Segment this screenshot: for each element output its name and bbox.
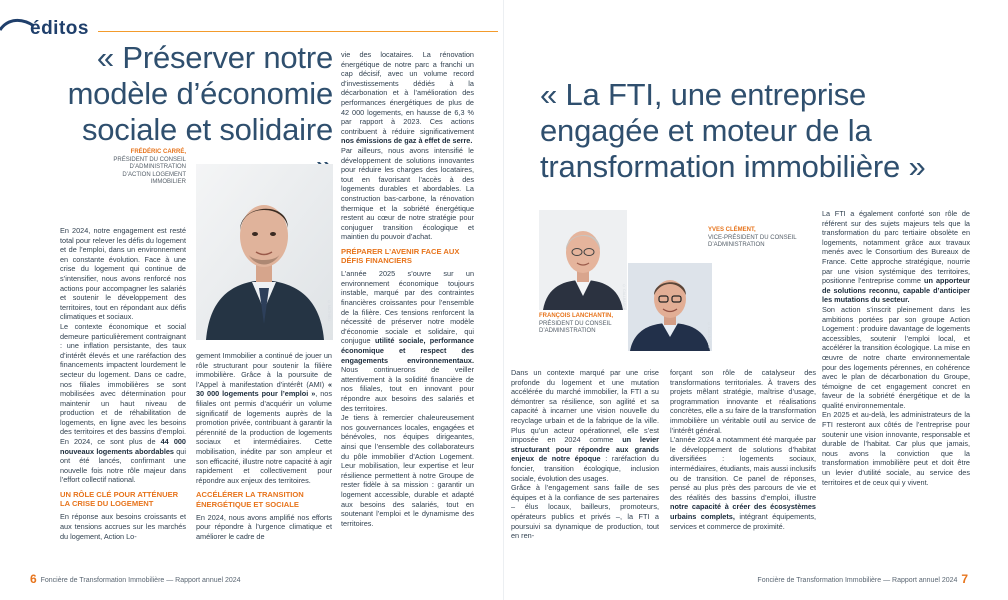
page-number: 6 (30, 572, 37, 586)
paragraph: Grâce à l’engagement sans faille de ses équipes et à la confiance de ses partenaires – élus locaux, bailleurs, promoteurs, opérateurs publics et privés –, la FTI a poursuivi sa dynamique de production, tout en ren- (511, 483, 659, 541)
folio-right (757, 572, 968, 586)
page-number: 7 (961, 572, 968, 586)
photo-credit: © CALLBASCH (622, 284, 626, 311)
byline-frederic (100, 149, 186, 187)
title-rule (98, 31, 498, 32)
right-page (504, 0, 1008, 600)
left-column-3 (341, 50, 474, 528)
paragraph: La FTI a également conforté son rôle de référent sur des sujets majeurs tels que la transformation du parc tertiaire obsolète en logements, notamment grâce aux travaux menés avec le Consortium des Bureaux de France. Cette approche stratégique, nourrie par une vision systémique des territoires, positionne l’entreprise comme un apporteur de solutions reconnu, capable d’anticiper les mutations du secteur. (822, 209, 971, 305)
paragraph: Son action s’inscrit pleinement dans les ambitions portées par son groupe Action Logement : produire davantage de logements accessibles, soutenir l’emploi local, et accélérer la transition écologique. La mise en œuvre de notre charte environnementale pour des logements pérennes, en cohérence avec le plan de décarbonation du Groupe, témoigne de cet engagement concret en faveur de la sobriété énergétique et de la qualité environnementale. (822, 304, 970, 410)
left-column-1 (60, 226, 186, 541)
paragraph: Par ailleurs, nous avons intensifié le développement de solutions innovantes pour réduire les charges des locataires, tout en favorisant l’accès à des logements durables et abordables. La construction bas-carbone, la rénovation thermique et la sobriété énergétique restent au cœur de notre stratégie pour conjuguer transition écologique et maintien du pouvoir d’achat. (341, 145, 474, 242)
paragraph: L’année 2024 a notamment été marquée par le développement de solutions d’habitat diversifiées : logements sociaux, intermédiaires, étudiants, mais aussi inclusifs ou de transition. Ce panel de réponses, pensé au plus près des parcours de vie et des réalités des bassins d’emploi, illustre notre capacité à créer des écosystèmes urbains complets, intégrant équipements, services et commerce de proximité. (670, 435, 817, 531)
right-column-2 (670, 368, 816, 531)
paragraph: Le contexte économique et social demeure particulièrement contraignant : une inflation persistante, des taux d’intérêt élevés et une raréfaction des financements impactent lourdement le secteur du logement. Dans ce cadre, nos filiales immobilières se sont mobilisées avec détermination pour maintenir un haut niveau de production et de réhabilitation de logements, en ligne avec les besoins des territoires et des bassins d’emploi. En 2024, ce sont plus de 44 000 nouveaux logements abordables qui ont été lancés, confirmant une nouvelle fois notre rôle majeur dans l’effort collectif national. (60, 321, 186, 485)
subheading: ACCÉLÉRER LA TRANSITION ÉNERGÉTIQUE ET SOCIALE (196, 490, 304, 509)
byline-name: YVES CLÉMENT, (708, 227, 756, 233)
portrait-frederic-carre (196, 164, 333, 340)
photo-credit: © MATHIEU (327, 300, 331, 321)
right-quote: « La FTI, une entreprise engagée et moteur de la transformation immobilière » (540, 77, 926, 184)
subheading: UN RÔLE CLÉ POUR ATTÉNUER LA CRISE DU LOGEMENT (60, 490, 179, 509)
paragraph: vie des locataires. La rénovation énergétique de notre parc a franchi un cap décisif, avec un volume record d’investissements dédiés à la décarbonation et à l’amélioration des performances énergétiques de plus de 42 000 logements, en hausse de 6,3 % par rapport à 2023. Ces actions contribuent à réduire significativement nos émissions de gaz à effet de serre. (341, 50, 474, 146)
paragraph: forçant son rôle de catalyseur des transformations territoriales. À travers des projets mêlant stratégie, maîtrise d’usage, programmation innovante et réalisations concrètes, elle a su faire de la transformation immobilière un véritable outil au service de l’intérêt général. (670, 368, 816, 435)
byline-name: FRÉDÉRIC CARRÉ, (130, 149, 186, 155)
photo-credit: © CALLBASCH (707, 322, 711, 349)
paragraph: En réponse aux besoins croissants et aux tensions accrues sur les marchés du logement, Action Lo- (60, 512, 186, 541)
byline-role: PRÉSIDENT DU CONSEIL D’ADMINISTRATION (539, 320, 612, 334)
subheading: PRÉPARER L’AVENIR FACE AUX DÉFIS FINANCIERS (341, 246, 460, 266)
portrait-francois-lanchantin (539, 210, 627, 310)
right-column-1 (511, 368, 659, 541)
folio-text: Foncière de Transformation Immobilière — Rapport annuel 2024 (40, 577, 241, 584)
paragraph: En 2025 et au-delà, les administrateurs de la FTI resteront aux côtés de l’entreprise pour soutenir une vision innovante, responsable et durable de l’habitat. Car plus que jamais, nous avons la conviction que la transformation immobilière peut et doit être un levier d’utilité sociale, au service des territoires et de ceux qui y vivent. (822, 410, 970, 487)
paragraph: gement Immobilier a continué de jouer un rôle structurant pour soutenir la filière immobilière. Grâce à la poursuite de l’Appel à manifestation d’intérêt (AMI) « 30 000 logements pour l’emploi », nos filiales ont permis d’acquérir un volume significatif de logements auprès de la promotion privée, contribuant à garantir la pérennité de la production de logements sociaux et intermédiaires. Cette mobilisation, inédite par son ampleur et son efficacité, illustre notre capacité à agir rapidement et collectivement pour répondre aux enjeux des territoires. (196, 351, 333, 485)
paragraph: En 2024, nous avons amplifié nos efforts pour répondre à l’urgence climatique et améliorer le cadre de (196, 512, 332, 541)
byline-role: PRÉSIDENT DU CONSEIL D’ADMINISTRATION D’ACTION LOGEMENT IMMOBILIER (113, 156, 186, 185)
byline-name: FRANÇOIS LANCHANTIN, (539, 313, 613, 319)
left-quote: « Préserver notre modèle d’économie sociale et solidaire (67, 40, 333, 147)
paragraph: Dans un contexte marqué par une crise profonde du logement et une mutation accélérée du marché immobilier, la FTI a su démontrer sa résilience, son agilité et sa capacité à incarner une vision nouvelle du recyclage urbain et de la fabrique de la ville. Plus qu’un acteur opérationnel, elle s’est imposée en 2024 comme un levier structurant pour répondre aux grands enjeux de notre époque : raréfaction du foncier, transition écologique, inclusion sociale, évolution des usages. (511, 368, 660, 483)
right-column-3 (822, 209, 970, 487)
left-column-2 (196, 351, 332, 542)
paragraph: En 2024, notre engagement est resté total pour relever les défis du logement et de l’emploi, dans un environnement en constante évolution. Face à une crise du logement qui continue de s’intensifier, nous avons renforcé nos actions pour accompagner les salariés et soutenir le développement des territoires, tout en répondant aux défis climatiques et sociaux. (60, 226, 186, 322)
paragraph: Je tiens à remercier chaleureusement nos gouvernances locales, engagées et bénévoles, nos équipes dirigeantes, ainsi que l’ensemble des collaborateurs du pôle immobilier d’Action Logement. Leur mobilisation, leur expertise et leur résilience permettent à notre Groupe de rester fidèle à sa mission : garantir un logement accessible, durable et adapté aux besoins des salariés, tout en soutenant l’emploi et le dynamisme des territoires. (341, 413, 474, 528)
folio-text: Foncière de Transformation Immobilière — Rapport annuel 2024 (757, 577, 958, 584)
byline-role: VICE-PRÉSIDENT DU CONSEIL D’ADMINISTRATION (708, 234, 797, 248)
folio-left (30, 572, 241, 586)
portrait-yves-clement (628, 263, 712, 351)
section-title: éditos (30, 18, 89, 39)
paragraph: L’année 2025 s’ouvre sur un environnement économique toujours instable, marqué par des contraintes financières croissantes pour l’ensemble de la filière. Ces tensions renforcent la nécessité de préserver notre modèle d’économie sociale et solidaire, qui conjugue utilité sociale, performance économique et respect des engagements environnementaux. Nous continuerons de veiller attentivement à la solidité financière de nos filiales, tout en innovant pour répondre aux besoins des salariés et des territoires. (341, 269, 474, 413)
byline-yves (708, 227, 820, 250)
byline-francois (539, 313, 651, 336)
